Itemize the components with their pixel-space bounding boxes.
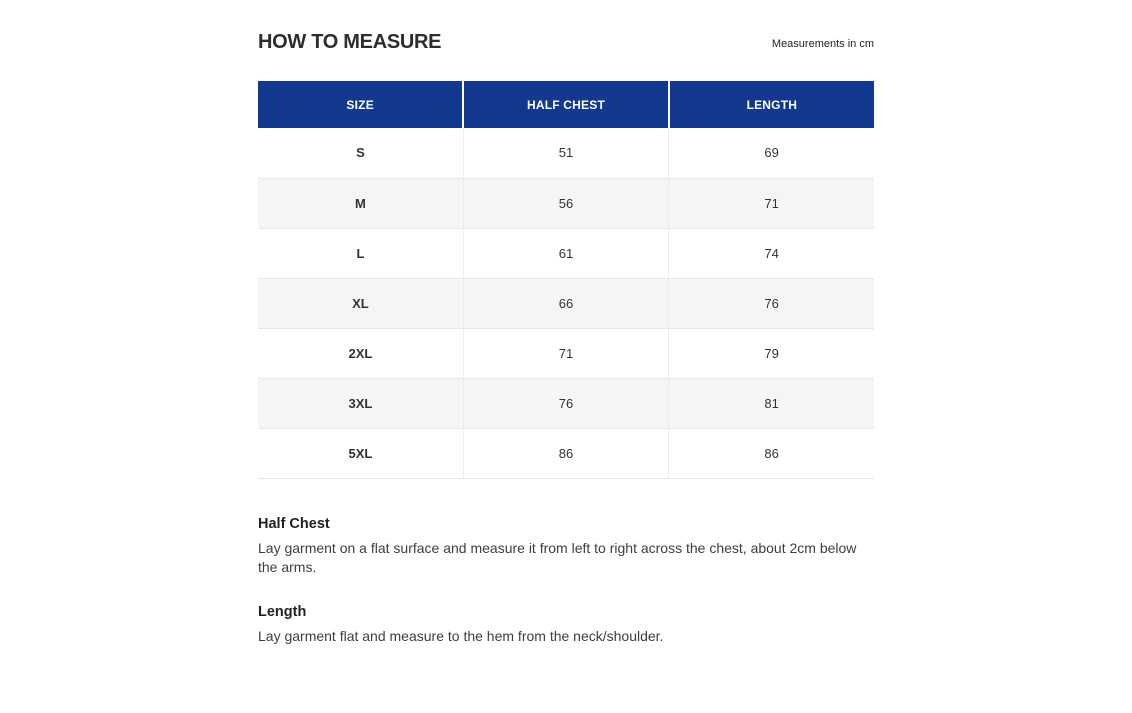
size-table-body	[258, 128, 874, 478]
column-header-half-chest: HALF CHEST	[463, 81, 668, 128]
half-chest-value: 56	[463, 178, 668, 228]
table-row	[258, 428, 874, 478]
size-value: 2XL	[258, 328, 463, 378]
size-table	[258, 81, 874, 479]
instruction-half-chest	[258, 516, 874, 577]
length-value: 74	[669, 228, 874, 278]
half-chest-value: 76	[463, 378, 668, 428]
column-header-size: SIZE	[258, 81, 463, 128]
half-chest-value: 86	[463, 428, 668, 478]
half-chest-value: 51	[463, 128, 668, 178]
table-row	[258, 228, 874, 278]
table-row	[258, 378, 874, 428]
size-value: XL	[258, 278, 463, 328]
size-value: 5XL	[258, 428, 463, 478]
size-value: M	[258, 178, 463, 228]
size-value: S	[258, 128, 463, 178]
measuring-instructions	[258, 516, 874, 646]
title-row	[258, 30, 874, 54]
size-value: 3XL	[258, 378, 463, 428]
instruction-heading: Length	[258, 603, 307, 620]
length-value: 86	[669, 428, 874, 478]
size-table-header	[258, 81, 874, 128]
length-value: 76	[669, 278, 874, 328]
half-chest-value: 71	[463, 328, 668, 378]
table-row	[258, 128, 874, 178]
size-guide-content	[258, 30, 874, 646]
units-note: Measurements in cm	[771, 37, 874, 50]
length-value: 81	[669, 378, 874, 428]
table-row	[258, 278, 874, 328]
instruction-length	[258, 604, 874, 646]
table-row	[258, 178, 874, 228]
instruction-body: Lay garment on a flat surface and measure it from left to right across the chest, about 2cm below the arms.	[258, 539, 857, 575]
length-value: 71	[669, 178, 874, 228]
table-row	[258, 328, 874, 378]
instruction-heading: Half Chest	[258, 515, 330, 532]
length-value: 69	[669, 128, 874, 178]
header-row	[258, 81, 874, 128]
half-chest-value: 61	[463, 228, 668, 278]
length-value: 79	[669, 328, 874, 378]
size-value: L	[258, 228, 463, 278]
instruction-body: Lay garment flat and measure to the hem from the neck/shoulder.	[258, 627, 664, 644]
page-title: HOW TO MEASURE	[258, 31, 442, 53]
column-header-length: LENGTH	[669, 81, 874, 128]
half-chest-value: 66	[463, 278, 668, 328]
